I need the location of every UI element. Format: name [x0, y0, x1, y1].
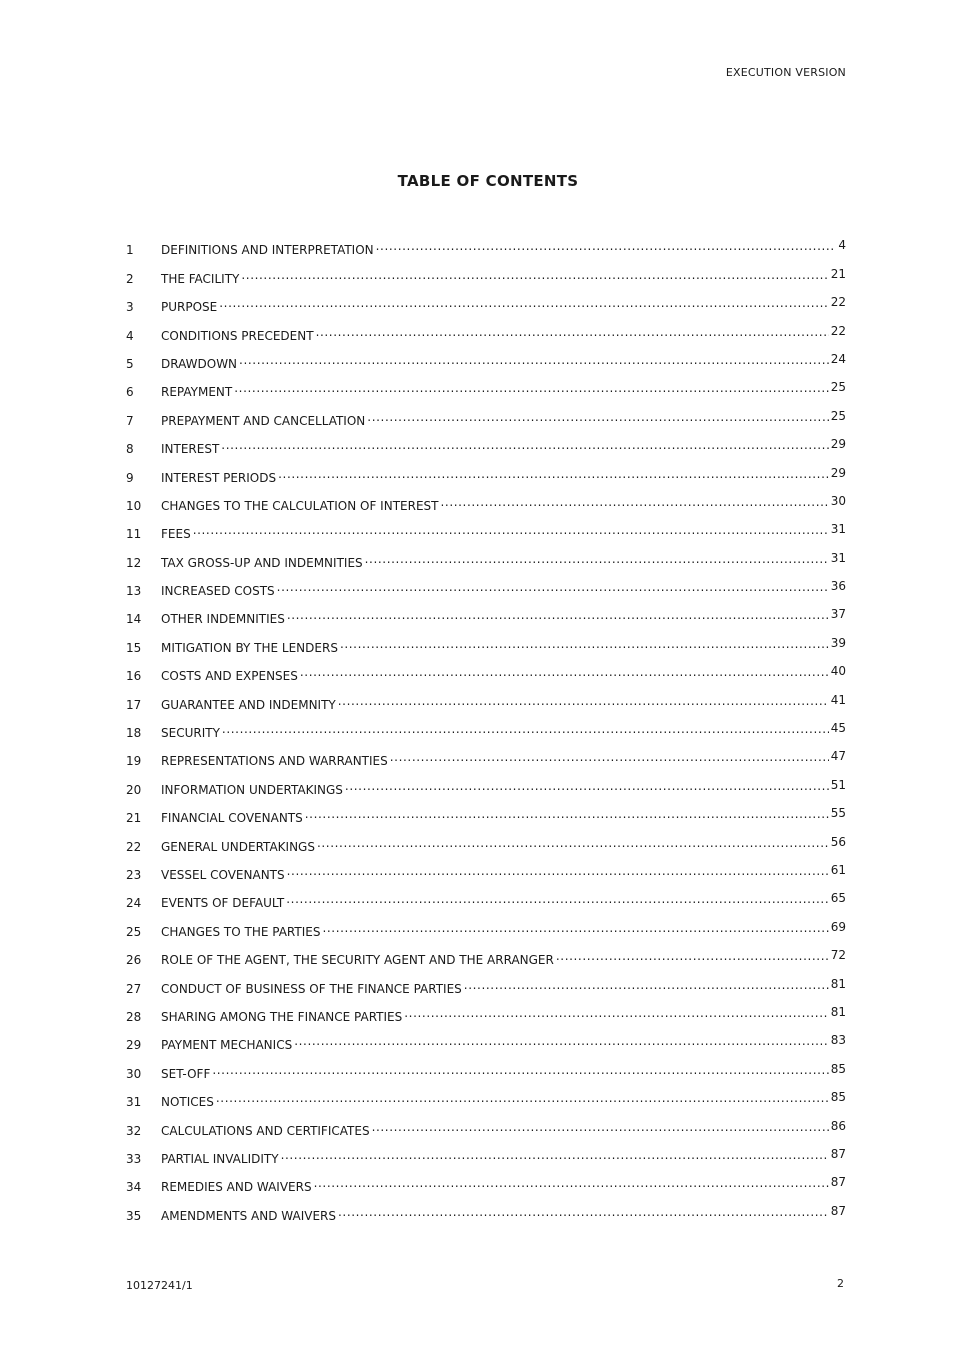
- toc-entry-page: 47: [830, 749, 846, 764]
- toc-entry-number: 23: [126, 867, 142, 882]
- toc-entry-number: 30: [126, 1066, 142, 1081]
- toc-entry-page: 86: [830, 1118, 846, 1133]
- toc-entry-page: 31: [830, 550, 846, 565]
- toc-dot-leader: [222, 722, 829, 737]
- toc-dot-leader: [221, 438, 828, 453]
- toc-entry-number: 19: [126, 754, 142, 769]
- toc-entry: [126, 258, 846, 286]
- toc-entry-number: 22: [126, 839, 142, 854]
- toc-entry-number: 2: [126, 271, 134, 286]
- toc-entry-page: 87: [830, 1175, 846, 1190]
- toc-entry-page: 24: [830, 351, 846, 366]
- toc-entry-title: CALCULATIONS AND CERTIFICATES: [161, 1123, 370, 1138]
- toc-entry: [126, 713, 846, 741]
- toc-entry-number: 35: [126, 1208, 142, 1223]
- toc-entry-title: NOTICES: [161, 1095, 214, 1110]
- toc-entry-page: 69: [830, 919, 846, 934]
- toc-entry-page: 55: [830, 806, 846, 821]
- toc-entry-number: 26: [126, 953, 142, 968]
- toc-entry-page: 41: [830, 692, 846, 707]
- execution-version-label: EXECUTION VERSION: [725, 66, 846, 79]
- toc-entry-number: 7: [126, 413, 134, 428]
- toc-entry-number: 6: [126, 385, 134, 400]
- toc-dot-leader: [277, 580, 829, 595]
- toc-entry-number: 10: [126, 498, 142, 513]
- toc-dot-leader: [286, 892, 828, 907]
- toc-entry: [126, 741, 846, 769]
- toc-entry-title: PREPAYMENT AND CANCELLATION: [161, 413, 366, 428]
- toc-entry: [126, 542, 846, 570]
- toc-entry-page: 51: [830, 777, 846, 792]
- toc-entry: [126, 769, 846, 797]
- toc-entry: [126, 599, 846, 627]
- toc-dot-leader: [216, 1091, 829, 1106]
- toc-entry-number: 25: [126, 924, 142, 939]
- toc-entry-page: 65: [830, 891, 846, 906]
- toc-entry-title: VESSEL COVENANTS: [161, 867, 285, 882]
- toc-entry-page: 87: [830, 1146, 846, 1161]
- toc-entry-number: 29: [126, 1038, 142, 1053]
- toc-entry: [126, 1053, 846, 1081]
- toc-dot-leader: [440, 495, 828, 510]
- toc-entry: [126, 315, 846, 343]
- toc-entry-number: 4: [126, 328, 134, 343]
- toc-entry: [126, 287, 846, 315]
- toc-dot-leader: [345, 779, 829, 794]
- toc-dot-leader: [219, 296, 828, 311]
- toc-entry-title: INCREASED COSTS: [161, 584, 275, 599]
- toc-entry-number: 11: [126, 527, 142, 542]
- toc-entry-page: 81: [830, 1004, 846, 1019]
- toc-entry-page: 21: [830, 266, 846, 281]
- page-number: 2: [837, 1277, 844, 1290]
- toc-entry-number: 28: [126, 1009, 142, 1024]
- toc-dot-leader: [390, 750, 829, 765]
- toc-entry-page: 61: [830, 862, 846, 877]
- toc-entry-page: 72: [830, 948, 846, 963]
- toc-entry-title: TAX GROSS-UP AND INDEMNITIES: [161, 555, 363, 570]
- toc-entry: [126, 855, 846, 883]
- toc-entry-title: COSTS AND EXPENSES: [161, 669, 298, 684]
- toc-entry-number: 20: [126, 782, 142, 797]
- toc-entry-number: 32: [126, 1123, 142, 1138]
- toc-entry: [126, 997, 846, 1025]
- toc-entry: [126, 486, 846, 514]
- toc-dot-leader: [340, 637, 829, 652]
- toc-entry-page: 31: [830, 522, 846, 537]
- toc-dot-leader: [305, 807, 829, 822]
- toc-entry: [126, 400, 846, 428]
- toc-entry: [126, 429, 846, 457]
- toc-entry-title: SHARING AMONG THE FINANCE PARTIES: [161, 1009, 403, 1024]
- toc-dot-leader: [317, 836, 829, 851]
- toc-entry: [126, 627, 846, 655]
- toc-dot-leader: [338, 694, 829, 709]
- toc-entry-page: 40: [830, 664, 846, 679]
- toc-entry-number: 33: [126, 1151, 142, 1166]
- toc-entry: [126, 826, 846, 854]
- toc-entry: [126, 656, 846, 684]
- toc-dot-leader: [316, 325, 829, 340]
- toc-entry-title: SECURITY: [161, 726, 220, 741]
- toc-dot-leader: [322, 921, 828, 936]
- toc-entry-number: 18: [126, 726, 142, 741]
- toc-entry-title: FINANCIAL COVENANTS: [161, 811, 303, 826]
- toc-entry-title: SET-OFF: [161, 1066, 211, 1081]
- toc-dot-leader: [287, 608, 829, 623]
- toc-entry-page: 25: [830, 380, 846, 395]
- toc-dot-leader: [404, 1006, 828, 1021]
- toc-entry-page: 85: [830, 1090, 846, 1105]
- toc-entry-number: 17: [126, 697, 142, 712]
- toc-entry-title: DRAWDOWN: [161, 356, 238, 371]
- toc-entry: [126, 684, 846, 712]
- toc-entry: [126, 968, 846, 996]
- toc-entry: [126, 457, 846, 485]
- toc-dot-leader: [294, 1034, 829, 1049]
- toc-entry-title: PARTIAL INVALIDITY: [161, 1151, 279, 1166]
- toc-entry-title: ROLE OF THE AGENT, THE SECURITY AGENT AND THE ARRANGER: [161, 953, 554, 968]
- toc-entry-page: 22: [830, 323, 846, 338]
- toc-entry-title: GUARANTEE AND INDEMNITY: [161, 697, 336, 712]
- toc-entry-page: 37: [830, 607, 846, 622]
- toc-entry-title: PAYMENT MECHANICS: [161, 1038, 293, 1053]
- toc-entry-title: MITIGATION BY THE LENDERS: [161, 640, 338, 655]
- toc-entry: [126, 230, 846, 258]
- toc-entry: [126, 1110, 846, 1138]
- toc-dot-leader: [212, 1063, 828, 1078]
- toc-entry-number: 14: [126, 612, 142, 627]
- toc-entry-page: 85: [830, 1061, 846, 1076]
- toc-entry-page: 56: [830, 834, 846, 849]
- toc-entry-title: REPAYMENT: [161, 385, 233, 400]
- toc-entry-page: 25: [830, 408, 846, 423]
- toc-dot-leader: [239, 353, 829, 368]
- toc-entry-number: 13: [126, 584, 142, 599]
- toc-entry-number: 9: [126, 470, 134, 485]
- toc-entry-title: AMENDMENTS AND WAIVERS: [161, 1208, 336, 1223]
- toc-entry-page: 45: [830, 721, 846, 736]
- toc-entry-page: 29: [830, 437, 846, 452]
- toc-entry-title: THE FACILITY: [161, 271, 240, 286]
- toc-entry-title: REMEDIES AND WAIVERS: [161, 1180, 312, 1195]
- toc-entry-number: 15: [126, 640, 142, 655]
- toc-entry-page: 83: [830, 1033, 846, 1048]
- table-of-contents: [126, 230, 846, 1224]
- toc-entry-number: 3: [126, 300, 134, 315]
- toc-entry-page: 30: [830, 493, 846, 508]
- toc-entry-number: 34: [126, 1180, 142, 1195]
- toc-dot-leader: [287, 864, 829, 879]
- toc-entry-number: 5: [126, 356, 134, 371]
- toc-entry-number: 16: [126, 669, 142, 684]
- toc-entry-page: 4: [838, 238, 846, 253]
- toc-dot-leader: [300, 665, 829, 680]
- toc-entry: [126, 940, 846, 968]
- toc-entry-title: REPRESENTATIONS AND WARRANTIES: [161, 754, 388, 769]
- toc-entry-title: DEFINITIONS AND INTERPRETATION: [161, 243, 374, 258]
- toc-entry: [126, 911, 846, 939]
- toc-entry-title: CONDITIONS PRECEDENT: [161, 328, 314, 343]
- toc-entry: [126, 1082, 846, 1110]
- toc-entry: [126, 1025, 846, 1053]
- toc-dot-leader: [281, 1148, 829, 1163]
- toc-dot-leader: [365, 552, 829, 567]
- toc-dot-leader: [278, 467, 829, 482]
- toc-dot-leader: [193, 523, 829, 538]
- toc-entry-page: 36: [830, 579, 846, 594]
- toc-entry: [126, 571, 846, 599]
- toc-entry-title: CHANGES TO THE CALCULATION OF INTEREST: [161, 498, 439, 513]
- toc-dot-leader: [556, 949, 829, 964]
- toc-dot-leader: [464, 978, 829, 993]
- toc-entry-title: GENERAL UNDERTAKINGS: [161, 839, 315, 854]
- toc-entry: [126, 1195, 846, 1223]
- toc-dot-leader: [241, 268, 828, 283]
- toc-entry: [126, 883, 846, 911]
- toc-entry-title: EVENTS OF DEFAULT: [161, 896, 285, 911]
- toc-entry-page: 87: [830, 1203, 846, 1218]
- toc-entry-title: OTHER INDEMNITIES: [161, 612, 285, 627]
- toc-entry: [126, 514, 846, 542]
- toc-entry: [126, 798, 846, 826]
- toc-entry-number: 24: [126, 896, 142, 911]
- toc-dot-leader: [367, 410, 828, 425]
- toc-entry-page: 29: [830, 465, 846, 480]
- toc-entry-number: 31: [126, 1095, 142, 1110]
- toc-entry-title: PURPOSE: [161, 300, 218, 315]
- toc-entry-page: 81: [830, 976, 846, 991]
- toc-dot-leader: [372, 1120, 829, 1135]
- toc-entry: [126, 1139, 846, 1167]
- toc-dot-leader: [234, 381, 828, 396]
- toc-entry-number: 8: [126, 442, 134, 457]
- toc-dot-leader: [376, 239, 837, 254]
- toc-entry-page: 22: [830, 295, 846, 310]
- toc-entry-number: 21: [126, 811, 142, 826]
- toc-entry: [126, 1167, 846, 1195]
- toc-entry-page: 39: [830, 635, 846, 650]
- toc-entry-number: 1: [126, 243, 134, 258]
- toc-entry: [126, 344, 846, 372]
- toc-entry-number: 12: [126, 555, 142, 570]
- toc-entry-title: INTEREST: [161, 442, 220, 457]
- document-reference: 10127241/1: [126, 1279, 193, 1292]
- toc-dot-leader: [314, 1176, 829, 1191]
- toc-entry-title: INFORMATION UNDERTAKINGS: [161, 782, 343, 797]
- toc-entry-title: FEES: [161, 527, 191, 542]
- toc-entry: [126, 372, 846, 400]
- page-title: TABLE OF CONTENTS: [397, 172, 579, 190]
- toc-entry-number: 27: [126, 981, 142, 996]
- toc-dot-leader: [338, 1205, 829, 1220]
- toc-entry-title: CONDUCT OF BUSINESS OF THE FINANCE PARTIES: [161, 981, 462, 996]
- toc-entry-title: INTEREST PERIODS: [161, 470, 277, 485]
- toc-entry-title: CHANGES TO THE PARTIES: [161, 924, 321, 939]
